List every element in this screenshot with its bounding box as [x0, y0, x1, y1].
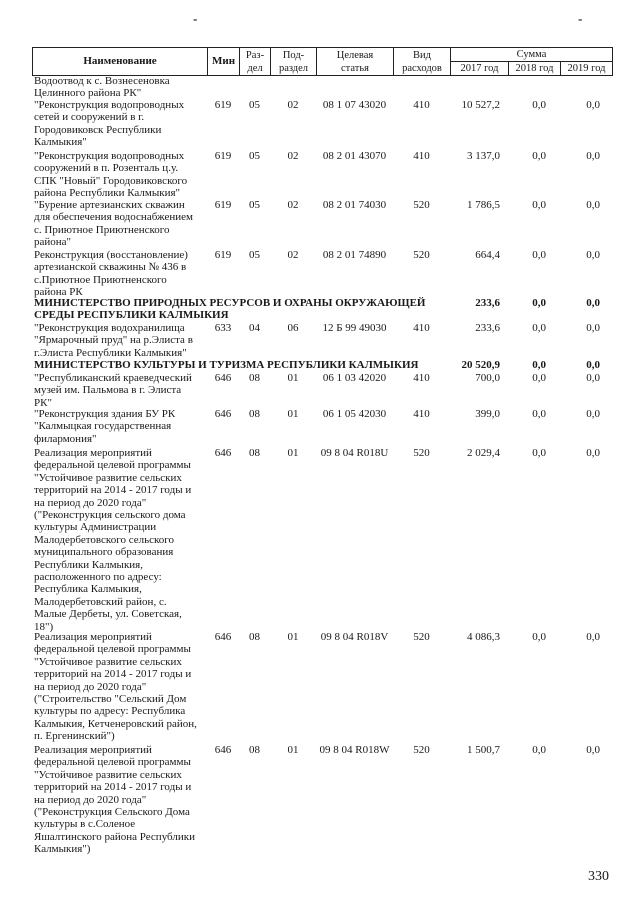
- name-cell: [34, 199, 207, 249]
- name-line: г.Элиста Республики Калмыкия": [34, 346, 187, 359]
- amount-2017-cell: 1 500,7: [467, 744, 500, 756]
- amount-2019-cell: 0,0: [586, 322, 600, 334]
- amount-2017-cell: 233,6: [475, 322, 500, 334]
- name-line: федеральной целевой программы: [34, 643, 191, 656]
- amount-2018-cell: 0,0: [532, 372, 546, 384]
- amount-2018-cell: 0,0: [532, 447, 546, 459]
- name-cell: [34, 249, 207, 299]
- top-mark-left: -: [193, 11, 198, 26]
- amount-2018-cell: 0,0: [532, 150, 546, 162]
- expense-type-cell: 520: [413, 744, 430, 756]
- amount-2018-cell: 0,0: [532, 408, 546, 420]
- min-cell: 646: [214, 408, 232, 420]
- amount-2019-cell: 0,0: [586, 99, 600, 111]
- min-cell: 619: [214, 199, 232, 211]
- amount-2019-cell: 0,0: [586, 297, 600, 309]
- amount-2018-cell: 0,0: [532, 359, 546, 371]
- expense-type-cell: 520: [413, 447, 430, 459]
- name-line: ("Строительство "Сельский Дом: [34, 693, 187, 706]
- name-line: для обеспечения водоснабжением: [34, 211, 193, 224]
- amount-2017-cell: 10 527,2: [461, 99, 500, 111]
- target-article-cell: 09 8 04 R018V: [320, 631, 389, 643]
- amount-2019-cell: 0,0: [586, 744, 600, 756]
- section-cell: 04: [249, 322, 260, 334]
- amount-2017-cell: 664,4: [475, 249, 500, 261]
- section-cell: 05: [249, 249, 260, 261]
- target-article-cell: 08 2 01 43070: [322, 150, 387, 162]
- target-article-cell: 08 1 07 43020: [322, 99, 387, 111]
- expense-type-cell: 410: [413, 99, 430, 111]
- expense-type-cell: 410: [413, 408, 430, 420]
- name-line: Целинного района РК": [34, 87, 142, 100]
- expense-type-cell: 410: [413, 372, 430, 384]
- expense-type-cell: 520: [413, 199, 430, 211]
- name-line: ("Реконструкция сельского дома: [34, 509, 186, 522]
- amount-2018-cell: 0,0: [532, 99, 546, 111]
- subsection-cell: 01: [287, 631, 299, 643]
- amount-2019-cell: 0,0: [586, 447, 600, 459]
- name-cell: [34, 631, 207, 743]
- header-target-article-line: Целевая: [336, 49, 374, 61]
- expense-type-cell: 520: [413, 249, 430, 261]
- header-year-2018: 2018 год: [509, 62, 561, 76]
- min-cell: 646: [214, 631, 232, 643]
- name-cell: [34, 408, 207, 445]
- name-line: сетей и сооружений в г.: [34, 111, 145, 124]
- name-line: музей им. Пальмова в г. Элиста: [34, 384, 182, 397]
- amount-2017-cell: 700,0: [475, 372, 500, 384]
- name-cell: [34, 150, 207, 200]
- header-year-2017: 2017 год: [451, 62, 509, 76]
- top-mark-right: -: [578, 11, 583, 26]
- section-cell: 08: [249, 744, 260, 756]
- name-line: культуры по адресу: Республика: [34, 705, 186, 718]
- header-sum: Сумма: [451, 48, 613, 62]
- amount-2017-cell: 4 086,3: [467, 631, 500, 643]
- target-article-cell: 06 1 03 42020: [322, 372, 387, 384]
- name-line: с. Приютное Приютненского: [34, 223, 170, 236]
- amount-2017-cell: 3 137,0: [467, 150, 500, 162]
- header-podrazdel-line: Под-: [282, 49, 305, 61]
- name-cell: [34, 322, 207, 359]
- name-line: культуры Администрации: [34, 521, 157, 534]
- name-line: Реконструкция (восстановление): [34, 249, 188, 261]
- header-expense-type-line: расходов: [402, 62, 442, 74]
- name-line: района РК: [34, 286, 83, 299]
- name-line: Малые Дербеты, ул. Советская,: [34, 608, 182, 621]
- name-line: "Реконструкция водопроводных: [34, 99, 185, 111]
- name-line: "Реконструкция водохранилища: [34, 322, 185, 334]
- section-cell: 05: [249, 150, 260, 162]
- ministry-name-line: МИНИСТЕРСТВО ПРИРОДНЫХ РЕСУРСОВ И ОХРАНЫ ОКРУЖАЮЩЕЙ: [34, 297, 426, 309]
- subsection-cell: 01: [287, 447, 299, 459]
- name-line: "Ярмарочный пруд" на р.Элиста в: [34, 334, 193, 347]
- name-line: "Калмыцкая государственная: [34, 420, 172, 433]
- name-line: федеральной целевой программы: [34, 459, 191, 472]
- amount-2019-cell: 0,0: [586, 249, 600, 261]
- name-line: РК": [34, 396, 52, 409]
- subsection-cell: 06: [287, 322, 299, 334]
- subsection-cell: 02: [287, 199, 299, 211]
- name-line: "Устойчивое развитие сельских: [34, 768, 182, 781]
- amount-2019-cell: 0,0: [586, 372, 600, 384]
- min-cell: 619: [214, 99, 232, 111]
- name-line: филармония": [34, 432, 97, 445]
- name-line: Водоотвод к с. Вознесеновка: [34, 75, 170, 87]
- amount-2019-cell: 0,0: [586, 359, 600, 371]
- name-line: п. Ергенинский"): [34, 730, 115, 743]
- ministry-name-cell: [34, 359, 450, 371]
- ministry-name-cell: [34, 297, 450, 322]
- name-line: "Республиканский краеведческий: [34, 372, 192, 384]
- header-target-article-line: статья: [341, 62, 369, 74]
- header-name: Наименование: [33, 48, 208, 76]
- name-line: территорий на 2014 - 2017 годы и: [34, 484, 192, 497]
- name-line: СПК "Новый" Городовиковского: [34, 174, 188, 187]
- min-cell: 619: [214, 150, 232, 162]
- ministry-name-line: МИНИСТЕРСТВО КУЛЬТУРЫ И ТУРИЗМА РЕСПУБЛИКИ КАЛМЫКИЯ: [34, 359, 419, 371]
- ministry-name-line: СРЕДЫ РЕСПУБЛИКИ КАЛМЫКИЯ: [34, 309, 229, 322]
- amount-2018-cell: 0,0: [532, 631, 546, 643]
- name-line: ("Реконструкция Сельского Дома: [34, 806, 190, 819]
- amount-2019-cell: 0,0: [586, 199, 600, 211]
- subsection-cell: 01: [287, 744, 299, 756]
- amount-2019-cell: 0,0: [586, 150, 600, 162]
- target-article-cell: 09 8 04 R018W: [319, 744, 390, 756]
- subsection-cell: 02: [287, 99, 299, 111]
- name-cell: [34, 372, 207, 409]
- amount-2017-cell: 20 520,9: [461, 359, 500, 371]
- name-line: Республика Калмыкия,: [34, 583, 142, 596]
- amount-2017-cell: 399,0: [475, 408, 500, 420]
- section-cell: 08: [249, 447, 260, 459]
- amount-2017-cell: 2 029,4: [467, 447, 500, 459]
- name-line: Калмыкия, Кетченеровский район,: [34, 717, 197, 730]
- subsection-cell: 02: [287, 249, 299, 261]
- expense-type-cell: 520: [413, 631, 430, 643]
- name-line: Калмыкия": [34, 136, 87, 149]
- amount-2018-cell: 0,0: [532, 744, 546, 756]
- header-razdel-line: Раз-: [245, 49, 265, 61]
- name-line: "Реконструкция здания БУ РК: [34, 408, 176, 420]
- name-cell: [34, 75, 207, 100]
- name-line: Реализация мероприятий: [34, 447, 152, 459]
- name-cell: [34, 447, 207, 633]
- name-line: Реализация мероприятий: [34, 744, 152, 756]
- section-cell: 08: [249, 408, 260, 420]
- amount-2018-cell: 0,0: [532, 249, 546, 261]
- expense-type-cell: 410: [413, 150, 430, 162]
- section-cell: 05: [249, 199, 260, 211]
- min-cell: 633: [214, 322, 232, 334]
- name-line: 18"): [34, 620, 54, 633]
- amount-2019-cell: 0,0: [586, 408, 600, 420]
- name-line: Реализация мероприятий: [34, 631, 152, 643]
- name-line: на период до 2020 года": [34, 496, 147, 509]
- page-number: 330: [588, 869, 609, 884]
- name-line: территорий на 2014 - 2017 годы и: [34, 668, 192, 681]
- name-line: Малодербетовского сельского: [34, 533, 175, 546]
- subsection-cell: 01: [287, 408, 299, 420]
- header-year-2019: 2019 год: [561, 62, 613, 76]
- target-article-cell: 09 8 04 R018U: [320, 447, 389, 459]
- name-line: Городовиковск Республики: [34, 123, 162, 136]
- target-article-cell: 08 2 01 74890: [322, 249, 387, 261]
- amount-2018-cell: 0,0: [532, 322, 546, 334]
- name-line: территорий на 2014 - 2017 годы и: [34, 781, 192, 794]
- target-article-cell: 08 2 01 74030: [322, 199, 387, 211]
- min-cell: 619: [214, 249, 232, 261]
- name-line: "Бурение артезианских скважин: [34, 199, 185, 211]
- name-cell: [34, 744, 207, 856]
- name-line: культуры в с.Соленое: [34, 818, 136, 831]
- min-cell: 646: [214, 372, 232, 384]
- amount-2017-cell: 1 786,5: [467, 199, 500, 211]
- name-line: на период до 2020 года": [34, 680, 147, 693]
- amount-2017-cell: 233,6: [475, 297, 500, 309]
- name-line: Республики Калмыкия,: [34, 558, 143, 571]
- subsection-cell: 01: [287, 372, 299, 384]
- name-line: федеральной целевой программы: [34, 756, 191, 769]
- header-expense-type-line: Вид: [413, 49, 431, 61]
- header-podrazdel-line: раздел: [278, 62, 309, 74]
- name-cell: [34, 99, 207, 149]
- name-line: района": [34, 236, 72, 249]
- name-line: расположенного по адресу:: [34, 571, 162, 584]
- min-cell: 646: [214, 744, 232, 756]
- expense-type-cell: 410: [413, 322, 430, 334]
- min-cell: 646: [214, 447, 232, 459]
- name-line: Яшалтинского района Республики: [34, 830, 195, 843]
- subsection-cell: 02: [287, 150, 299, 162]
- target-article-cell: 12 Б 99 49030: [322, 322, 387, 334]
- amount-2018-cell: 0,0: [532, 297, 546, 309]
- section-cell: 08: [249, 372, 260, 384]
- amount-2019-cell: 0,0: [586, 631, 600, 643]
- name-line: артезианской скважины № 436 в: [34, 261, 187, 274]
- target-article-cell: 06 1 05 42030: [322, 408, 387, 420]
- section-cell: 08: [249, 631, 260, 643]
- name-line: Калмыкия"): [34, 843, 91, 856]
- name-line: муниципального образования: [34, 546, 174, 559]
- name-line: "Реконструкция водопроводных: [34, 150, 185, 162]
- name-line: "Устойчивое развитие сельских: [34, 655, 182, 668]
- name-line: "Устойчивое развитие сельских: [34, 471, 182, 484]
- name-line: на период до 2020 года": [34, 793, 147, 806]
- name-line: Малодербетовский район, с.: [34, 595, 167, 608]
- amount-2018-cell: 0,0: [532, 199, 546, 211]
- name-line: с.Приютное Приютненского: [34, 273, 167, 286]
- name-line: сооружений в п. Розенталь ц.у.: [34, 162, 179, 175]
- section-cell: 05: [249, 99, 260, 111]
- header-razdel-line: дел: [247, 62, 263, 74]
- header-min: Мин: [208, 48, 240, 76]
- name-line: района Республики Калмыкия": [34, 187, 181, 200]
